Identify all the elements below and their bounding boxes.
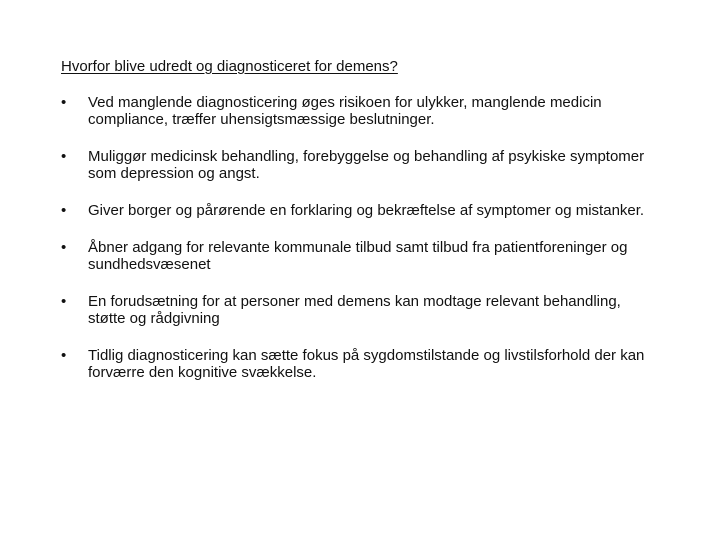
bullet-icon: • xyxy=(61,347,67,364)
bullet-item-2 xyxy=(61,148,661,182)
bullet-icon: • xyxy=(61,94,67,111)
slide-title: Hvorfor blive udredt og diagnosticeret for demens? xyxy=(61,58,398,75)
bullet-icon: • xyxy=(61,293,67,310)
bullet-item-6 xyxy=(61,347,661,381)
bullet-item-5 xyxy=(61,293,661,327)
bullet-icon: • xyxy=(61,202,67,219)
bullet-item-1 xyxy=(61,94,661,128)
bullet-text-1: Ved manglende diagnosticering øges risikoen for ulykker, manglende medicin compliance, træffer uhensigtsmæssige beslutninger. xyxy=(88,94,602,128)
bullet-text-4: Åbner adgang for relevante kommunale tilbud samt tilbud fra patientforeninger og sundhedsvæsenet xyxy=(88,239,628,273)
bullet-text-6: Tidlig diagnosticering kan sætte fokus på sygdomstilstande og livstilsforhold der kan forværre den kognitive svækkelse. xyxy=(88,347,645,381)
bullet-item-3 xyxy=(61,202,661,219)
bullet-icon: • xyxy=(61,148,67,165)
bullet-list xyxy=(61,94,661,401)
bullet-text-2: Muliggør medicinsk behandling, forebyggelse og behandling af psykiske symptomer som depression og angst. xyxy=(88,148,645,182)
bullet-text-3: Giver borger og pårørende en forklaring og bekræftelse af symptomer og mistanker. xyxy=(88,202,645,219)
bullet-icon: • xyxy=(61,239,67,256)
bullet-item-4 xyxy=(61,239,661,273)
bullet-text-5: En forudsætning for at personer med demens kan modtage relevant behandling, støtte og rådgivning xyxy=(88,293,621,327)
